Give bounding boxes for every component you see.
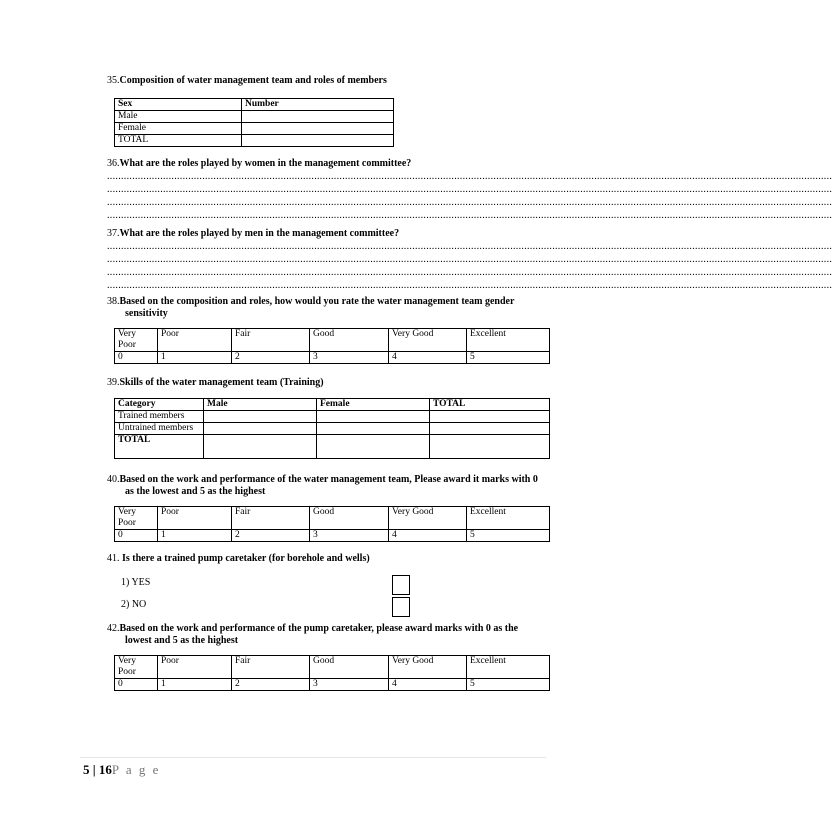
row-label: TOTAL <box>115 135 242 147</box>
row-label: Trained members <box>115 411 204 423</box>
scale-option[interactable]: 0 <box>115 530 158 542</box>
header-female: Female <box>317 399 430 411</box>
scale-label-row <box>115 656 550 679</box>
scale-value-row <box>115 679 550 691</box>
scale-label: Good <box>310 329 389 352</box>
male-cell[interactable] <box>204 423 317 435</box>
question-number: 40. <box>107 474 120 485</box>
scale-label: Very Good <box>389 329 467 352</box>
scale-option[interactable]: 4 <box>389 679 467 691</box>
scale-label: Very Poor <box>115 656 158 679</box>
scale-option[interactable]: 2 <box>232 530 310 542</box>
scale-label: Fair <box>232 329 310 352</box>
scale-option[interactable]: 0 <box>115 352 158 364</box>
scale-option[interactable]: 4 <box>389 352 467 364</box>
answer-line[interactable]: ................................................................................................................................................................................................................................................................... <box>107 254 832 265</box>
total-cell[interactable] <box>430 423 550 435</box>
question-number: 39. <box>107 377 120 388</box>
scale-label: Very Poor <box>115 329 158 352</box>
table-row <box>115 111 394 123</box>
scale-label: Poor <box>158 507 232 530</box>
question-37 <box>107 228 399 239</box>
table-row <box>115 411 550 423</box>
scale-label: Poor <box>158 656 232 679</box>
question-text: Based on the composition and roles, how would you rate the water management team gender <box>119 296 515 307</box>
scale-label: Very Good <box>389 656 467 679</box>
scale-label: Excellent <box>467 329 550 352</box>
question-text: Is there a trained pump caretaker (for borehole and wells) <box>122 553 370 564</box>
question-number: 42. <box>107 623 120 634</box>
page-footer <box>83 762 160 778</box>
table-row <box>115 123 394 135</box>
option-no-label: 2) NO <box>121 599 147 610</box>
scale-option[interactable]: 1 <box>158 679 232 691</box>
total-cell[interactable] <box>430 411 550 423</box>
scale-option[interactable]: 5 <box>467 352 550 364</box>
question-number: 37. <box>107 228 120 239</box>
scale-label: Fair <box>232 507 310 530</box>
row-label: Male <box>115 111 242 123</box>
question-number: 35. <box>107 75 120 86</box>
scale-label-row <box>115 507 550 530</box>
table-header-row <box>115 99 394 111</box>
training-skills-table <box>114 398 550 459</box>
scale-option[interactable]: 5 <box>467 530 550 542</box>
scale-label-row <box>115 329 550 352</box>
row-label: Female <box>115 123 242 135</box>
question-41 <box>107 553 370 564</box>
table-row <box>115 135 394 147</box>
scale-label: Excellent <box>467 656 550 679</box>
table-header-row <box>115 399 550 411</box>
scale-option[interactable]: 3 <box>310 352 389 364</box>
question-39 <box>107 377 324 388</box>
number-cell[interactable] <box>242 123 394 135</box>
header-sex: Sex <box>115 99 242 111</box>
question-40-cont <box>125 486 265 497</box>
question-36 <box>107 158 411 169</box>
scale-value-row <box>115 352 550 364</box>
scale-option[interactable]: 2 <box>232 352 310 364</box>
question-text: Skills of the water management team (Training) <box>119 377 324 388</box>
rating-scale-table-38 <box>114 328 550 364</box>
answer-line[interactable]: ................................................................................................................................................................................................................................................................... <box>107 280 832 291</box>
scale-label: Excellent <box>467 507 550 530</box>
scale-label: Very Good <box>389 507 467 530</box>
no-checkbox[interactable] <box>392 597 410 617</box>
sex-composition-table <box>114 98 394 147</box>
scale-option[interactable]: 1 <box>158 352 232 364</box>
question-text: sensitivity <box>125 308 168 319</box>
answer-line[interactable]: ................................................................................................................................................................................................................................................................... <box>107 241 832 252</box>
scale-option[interactable]: 5 <box>467 679 550 691</box>
number-cell[interactable] <box>242 135 394 147</box>
answer-line[interactable]: ................................................................................................................................................................................................................................................................... <box>107 197 832 208</box>
question-38 <box>107 296 514 307</box>
scale-option[interactable]: 4 <box>389 530 467 542</box>
question-35 <box>107 75 387 86</box>
header-category: Category <box>115 399 204 411</box>
male-cell[interactable] <box>204 435 317 459</box>
question-number: 41. <box>107 553 120 564</box>
question-42 <box>107 623 518 634</box>
female-cell[interactable] <box>317 411 430 423</box>
header-male: Male <box>204 399 317 411</box>
row-label: TOTAL <box>115 435 204 459</box>
question-42-cont <box>125 635 238 646</box>
header-number: Number <box>242 99 394 111</box>
rating-scale-table-42 <box>114 655 550 691</box>
scale-option[interactable]: 3 <box>310 679 389 691</box>
question-number: 36. <box>107 158 120 169</box>
question-number: 38. <box>107 296 120 307</box>
footer-divider <box>80 757 546 758</box>
answer-line[interactable]: ................................................................................................................................................................................................................................................................... <box>107 267 832 278</box>
question-text: Composition of water management team and roles of members <box>119 75 387 86</box>
question-40 <box>107 474 538 485</box>
scale-option[interactable]: 1 <box>158 530 232 542</box>
total-cell[interactable] <box>430 435 550 459</box>
question-38-cont <box>125 308 168 319</box>
question-text: as the lowest and 5 as the highest <box>125 486 266 497</box>
page-number: 5 | 16 <box>83 762 112 777</box>
scale-label: Very Poor <box>115 507 158 530</box>
table-row <box>115 423 550 435</box>
answer-line[interactable]: ................................................................................................................................................................................................................................................................... <box>107 210 832 221</box>
yes-checkbox[interactable] <box>392 575 410 595</box>
table-row <box>115 435 550 459</box>
scale-label: Fair <box>232 656 310 679</box>
scale-option[interactable]: 0 <box>115 679 158 691</box>
page-label: P a g e <box>111 762 161 777</box>
question-text: lowest and 5 as the highest <box>125 635 239 646</box>
question-text: What are the roles played by women in the management committee? <box>119 158 412 169</box>
male-cell[interactable] <box>204 411 317 423</box>
scale-value-row <box>115 530 550 542</box>
scale-label: Good <box>310 507 389 530</box>
option-yes-label: 1) YES <box>121 577 151 588</box>
scale-option[interactable]: 3 <box>310 530 389 542</box>
scale-label: Good <box>310 656 389 679</box>
row-label: Untrained members <box>115 423 204 435</box>
question-text: Based on the work and performance of the pump caretaker, please award marks with 0 as the <box>119 623 519 634</box>
number-cell[interactable] <box>242 111 394 123</box>
header-total: TOTAL <box>430 399 550 411</box>
answer-line[interactable]: ................................................................................................................................................................................................................................................................... <box>107 184 832 195</box>
question-text: What are the roles played by men in the management committee? <box>119 228 400 239</box>
answer-line[interactable]: ................................................................................................................................................................................................................................................................... <box>107 171 832 182</box>
scale-label: Poor <box>158 329 232 352</box>
question-text: Based on the work and performance of the water management team, Please award it marks with 0 <box>119 474 538 485</box>
rating-scale-table-40 <box>114 506 550 542</box>
female-cell[interactable] <box>317 435 430 459</box>
female-cell[interactable] <box>317 423 430 435</box>
scale-option[interactable]: 2 <box>232 679 310 691</box>
